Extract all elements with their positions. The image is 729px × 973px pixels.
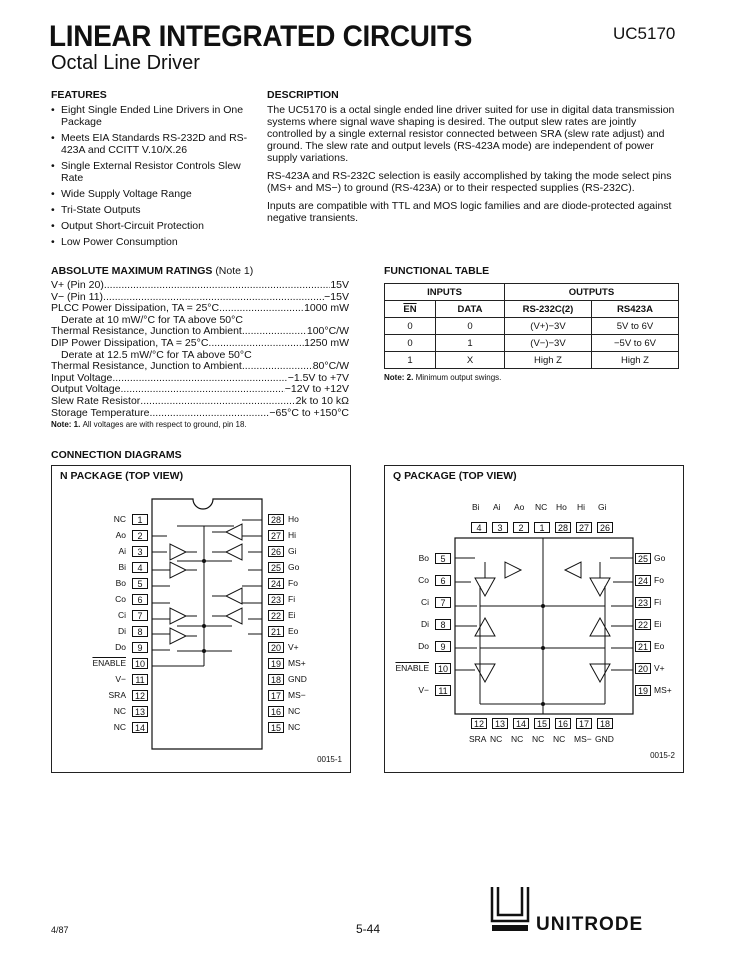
table-cell: 1 bbox=[385, 352, 436, 369]
n-package-title: N PACKAGE (TOP VIEW) bbox=[60, 470, 184, 482]
table-cell: High Z bbox=[505, 352, 592, 369]
q-pin-number: 17 bbox=[576, 718, 592, 729]
table-row bbox=[385, 352, 679, 369]
table-cell: 0 bbox=[385, 335, 436, 352]
n-pin-label: ENABLE bbox=[92, 658, 126, 668]
n-pin-number: 26 bbox=[268, 546, 284, 557]
page-subtitle: Octal Line Driver bbox=[51, 52, 200, 74]
rating-label: DIP Power Dissipation, TA = 25°C bbox=[51, 336, 209, 349]
description-paragraph: Inputs are compatible with TTL and MOS logic families and are diode-protected against negative transients. bbox=[267, 200, 672, 224]
n-pin-label: NC bbox=[113, 514, 126, 524]
rating-row bbox=[51, 338, 349, 350]
ratings-note-label: Note: 1. bbox=[51, 420, 83, 430]
n-pin-label: Fi bbox=[288, 594, 296, 604]
ratings-heading bbox=[51, 265, 253, 277]
q-pin-number: 4 bbox=[471, 522, 487, 533]
functional-table bbox=[384, 283, 679, 369]
rating-label: Derate at 10 mW/°C for TA above 50°C bbox=[61, 313, 243, 326]
n-pin-number: 8 bbox=[132, 626, 148, 637]
q-pin-label: Bo bbox=[418, 553, 429, 563]
q-pin-number: 18 bbox=[597, 718, 613, 729]
rating-leader bbox=[208, 338, 304, 350]
ft-note-label: Note: 2. bbox=[384, 373, 414, 382]
n-pin-number: 10 bbox=[132, 658, 148, 669]
q-pin-number: 5 bbox=[435, 553, 451, 564]
q-package-title: Q PACKAGE (TOP VIEW) bbox=[393, 470, 517, 482]
n-pin-label: Ai bbox=[118, 546, 126, 556]
q-pin-number: 2 bbox=[513, 522, 529, 533]
q-pin-number: 19 bbox=[635, 685, 651, 696]
description-heading: DESCRIPTION bbox=[267, 89, 339, 101]
feature-item: • Eight Single Ended Line Drivers in One Package bbox=[51, 104, 261, 128]
q-pin-number: 24 bbox=[635, 575, 651, 586]
q-pin-number: 13 bbox=[492, 718, 508, 729]
q-pin-label: Ei bbox=[654, 619, 662, 629]
q-pin-label: Hi bbox=[577, 502, 586, 512]
q-pin-number: 12 bbox=[471, 718, 487, 729]
n-pin-number: 25 bbox=[268, 562, 284, 573]
ratings-list bbox=[51, 280, 349, 431]
n-pin-label: MS+ bbox=[288, 658, 306, 668]
q-pin-label: Ai bbox=[493, 502, 501, 512]
q-pin-number: 1 bbox=[534, 522, 550, 533]
n-pin-number: 2 bbox=[132, 530, 148, 541]
rating-label: PLCC Power Dissipation, TA = 25°C bbox=[51, 302, 220, 315]
feature-item: • Low Power Consumption bbox=[51, 236, 261, 248]
n-package-box bbox=[51, 465, 351, 773]
n-pin-label: GND bbox=[288, 674, 307, 684]
table-cell: 0 bbox=[385, 318, 436, 335]
q-pin-number: 6 bbox=[435, 575, 451, 586]
table-row bbox=[385, 318, 679, 335]
n-pin-number: 5 bbox=[132, 578, 148, 589]
rating-leader bbox=[112, 373, 287, 385]
q-pin-label: Go bbox=[654, 553, 666, 563]
rating-value: 15V bbox=[330, 279, 349, 291]
q-pin-number: 22 bbox=[635, 619, 651, 630]
n-pin-number: 11 bbox=[132, 674, 148, 685]
q-pin-number: 16 bbox=[555, 718, 571, 729]
n-pin-label: Do bbox=[115, 642, 126, 652]
rating-label: V+ (Pin 20) bbox=[51, 279, 104, 291]
n-pin-number: 12 bbox=[132, 690, 148, 701]
q-pin-label: V− bbox=[418, 685, 429, 695]
rating-value: −15V bbox=[324, 290, 349, 303]
n-pin-number: 19 bbox=[268, 658, 284, 669]
table-cell: (V+)−3V bbox=[505, 318, 592, 335]
description-paragraph: The UC5170 is a octal single ended line driver suited for use in digital data transmission systems where signal wave shaping is desired. The output slew rates are jointly controlled by a single external resistor connected between SRA (slew rate adjust) and ground. The slew rate and output levels (RS-423A mode) are independent of power supply variations. bbox=[267, 104, 675, 164]
q-pin-number: 23 bbox=[635, 597, 651, 608]
rating-row bbox=[51, 408, 349, 420]
q-pin-number: 15 bbox=[534, 718, 550, 729]
q-pin-label: NC bbox=[511, 734, 524, 744]
q-pin-number: 7 bbox=[435, 597, 451, 608]
q-pin-label: Ho bbox=[556, 502, 567, 512]
col-data: DATA bbox=[436, 301, 505, 318]
q-package-fig-number: 0015-2 bbox=[650, 751, 675, 760]
q-pin-label: Fo bbox=[654, 575, 664, 585]
n-pin-label: MS− bbox=[288, 690, 306, 700]
description-body bbox=[267, 104, 683, 230]
rating-label: V− (Pin 11) bbox=[51, 290, 104, 303]
rating-label: Thermal Resistance, Junction to Ambient bbox=[51, 360, 242, 373]
n-pin-label: V− bbox=[115, 674, 126, 684]
rating-value: 2k to 10 kΩ bbox=[295, 394, 349, 407]
q-pin-label: MS+ bbox=[654, 685, 672, 695]
n-pin-label: NC bbox=[288, 706, 301, 716]
n-pin-number: 16 bbox=[268, 706, 284, 717]
n-pin-number: 4 bbox=[132, 562, 148, 573]
n-pin-label: Ei bbox=[288, 610, 296, 620]
q-pin-label: SRA bbox=[469, 734, 487, 744]
rating-leader bbox=[140, 396, 295, 408]
col-en: $\overline{EN}$ bbox=[385, 301, 436, 318]
q-pin-label: Co bbox=[418, 575, 429, 585]
n-pin-label: Go bbox=[288, 562, 300, 572]
q-pin-label: Fi bbox=[654, 597, 662, 607]
q-pin-label: NC bbox=[532, 734, 545, 744]
q-pin-label: Ao bbox=[514, 502, 525, 512]
n-pin-label: Ci bbox=[117, 610, 126, 620]
table-cell: 1 bbox=[436, 335, 505, 352]
n-pin-number: 6 bbox=[132, 594, 148, 605]
n-pin-number: 27 bbox=[268, 530, 284, 541]
n-pin-number: 15 bbox=[268, 722, 284, 733]
rating-leader bbox=[242, 361, 313, 373]
n-pin-label: SRA bbox=[108, 690, 126, 700]
ft-note-text: Minimum output swings. bbox=[415, 373, 502, 382]
rating-label: Storage Temperature bbox=[51, 406, 150, 419]
rating-label: Output Voltage bbox=[51, 383, 121, 396]
features-heading: FEATURES bbox=[51, 89, 107, 101]
rating-leader bbox=[104, 280, 330, 292]
n-pin-number: 20 bbox=[268, 642, 284, 653]
n-pin-label: Ho bbox=[288, 514, 299, 524]
n-pin-label: Fo bbox=[288, 578, 298, 588]
n-pin-label: NC bbox=[113, 706, 126, 716]
n-pin-label: Bo bbox=[115, 578, 126, 588]
footer-page-number: 5-44 bbox=[356, 922, 381, 936]
q-pin-number: 21 bbox=[635, 641, 651, 652]
q-pin-number: 8 bbox=[435, 619, 451, 630]
q-pin-number: 14 bbox=[513, 718, 529, 729]
n-pin-number: 23 bbox=[268, 594, 284, 605]
rating-row bbox=[51, 361, 349, 373]
description-paragraph: RS-423A and RS-232C selection is easily accomplished by taking the mode select pins (MS+ and MS−) to ground (RS-423A) or to their respected supplies (RS-232C). bbox=[267, 170, 672, 194]
q-pin-label: V+ bbox=[654, 663, 665, 673]
part-number: UC5170 bbox=[613, 24, 676, 43]
q-pin-number: 20 bbox=[635, 663, 651, 674]
n-pin-label: Co bbox=[115, 594, 126, 604]
ratings-heading-note: (Note 1) bbox=[215, 265, 254, 277]
functional-table-heading: FUNCTIONAL TABLE bbox=[384, 265, 490, 277]
feature-item: • Single External Resistor Controls Slew Rate bbox=[51, 160, 261, 184]
n-pin-label: Hi bbox=[288, 530, 297, 540]
q-pin-label: Ci bbox=[420, 597, 429, 607]
n-pin-number: 3 bbox=[132, 546, 148, 557]
table-cell: 5V to 6V bbox=[592, 318, 679, 335]
n-pin-label: Di bbox=[117, 626, 126, 636]
n-pin-number: 1 bbox=[132, 514, 148, 525]
n-pin-label: Gi bbox=[288, 546, 297, 556]
table-cell: 0 bbox=[436, 318, 505, 335]
page-title: LINEAR INTEGRATED CIRCUITS bbox=[49, 20, 473, 53]
rating-leader bbox=[242, 326, 307, 338]
rating-value: −65°C to +150°C bbox=[269, 406, 349, 419]
rating-label: Slew Rate Resistor bbox=[51, 394, 141, 407]
unitrode-logo-icon bbox=[489, 885, 531, 933]
rating-value: 1000 mW bbox=[304, 302, 349, 315]
q-pin-label: Do bbox=[418, 641, 429, 651]
feature-item: • Tri-State Outputs bbox=[51, 204, 261, 216]
q-package-box bbox=[384, 465, 684, 773]
q-pin-number: 26 bbox=[597, 522, 613, 533]
q-pin-label: NC bbox=[553, 734, 566, 744]
rating-label: Thermal Resistance, Junction to Ambient bbox=[51, 325, 242, 338]
q-pin-number: 11 bbox=[435, 685, 451, 696]
n-pin-number: 21 bbox=[268, 626, 284, 637]
q-pin-number: 10 bbox=[435, 663, 451, 674]
q-pin-label: NC bbox=[490, 734, 503, 744]
n-pin-number: 13 bbox=[132, 706, 148, 717]
brand-wordmark: UNITRODE bbox=[536, 914, 644, 935]
n-package-fig-number: 0015-1 bbox=[317, 755, 342, 764]
rating-leader bbox=[120, 384, 284, 396]
connection-heading: CONNECTION DIAGRAMS bbox=[51, 449, 182, 461]
table-cell: (V−)−3V bbox=[505, 335, 592, 352]
col-rs423a: RS423A bbox=[592, 301, 679, 318]
n-pin-number: 18 bbox=[268, 674, 284, 685]
rating-row bbox=[51, 396, 349, 408]
q-pin-label: NC bbox=[535, 502, 548, 512]
q-pin-label: Di bbox=[420, 619, 429, 629]
n-pin-label: NC bbox=[288, 722, 301, 732]
n-pin-number: 14 bbox=[132, 722, 148, 733]
table-cell: X bbox=[436, 352, 505, 369]
ratings-note bbox=[51, 419, 349, 431]
n-pin-label: NC bbox=[113, 722, 126, 732]
col-rs232c: RS-232C(2) bbox=[505, 301, 592, 318]
n-pin-number: 28 bbox=[268, 514, 284, 525]
q-pin-label: Bi bbox=[472, 502, 480, 512]
rating-value: 80°C/W bbox=[312, 360, 349, 373]
feature-item: • Meets EIA Standards RS-232D and RS-423A and CCITT V.10/X.26 bbox=[51, 132, 261, 156]
q-pin-number: 28 bbox=[555, 522, 571, 533]
rating-label: Derate at 12.5 mW/°C for TA above 50°C bbox=[61, 348, 252, 361]
rating-leader bbox=[149, 408, 269, 420]
ratings-heading-text: ABSOLUTE MAXIMUM RATINGS bbox=[51, 265, 213, 277]
q-pin-number: 9 bbox=[435, 641, 451, 652]
n-pin-label: Bi bbox=[118, 562, 126, 572]
n-pin-label: Ao bbox=[115, 530, 126, 540]
rating-value: 100°C/W bbox=[306, 325, 349, 338]
n-pin-number: 9 bbox=[132, 642, 148, 653]
n-pin-number: 24 bbox=[268, 578, 284, 589]
q-pin-label: Eo bbox=[654, 641, 665, 651]
q-pin-label: GND bbox=[595, 734, 614, 744]
ratings-note-text: All voltages are with respect to ground, pin 18. bbox=[82, 420, 247, 430]
inputs-group-header: INPUTS bbox=[385, 284, 505, 301]
rating-value: −12V to +12V bbox=[284, 383, 349, 396]
q-pin-label: ENABLE bbox=[395, 663, 429, 673]
feature-item: • Wide Supply Voltage Range bbox=[51, 188, 261, 200]
table-cell: High Z bbox=[592, 352, 679, 369]
n-pin-number: 7 bbox=[132, 610, 148, 621]
feature-item: • Output Short-Circuit Protection bbox=[51, 220, 261, 232]
rating-label: Input Voltage bbox=[51, 371, 113, 384]
functional-table-note bbox=[384, 373, 501, 382]
table-row bbox=[385, 335, 679, 352]
rating-row bbox=[51, 280, 349, 292]
q-pin-number: 27 bbox=[576, 522, 592, 533]
table-cell: −5V to 6V bbox=[592, 335, 679, 352]
n-package-diagram bbox=[52, 466, 350, 772]
outputs-group-header: OUTPUTS bbox=[505, 284, 679, 301]
rating-value: −1.5V to +7V bbox=[287, 371, 349, 384]
features-list bbox=[51, 104, 261, 252]
rating-value: 1250 mW bbox=[304, 336, 349, 349]
q-pin-label: Gi bbox=[598, 502, 607, 512]
q-pin-number: 25 bbox=[635, 553, 651, 564]
n-pin-label: V+ bbox=[288, 642, 299, 652]
n-pin-label: Eo bbox=[288, 626, 299, 636]
q-pin-number: 3 bbox=[492, 522, 508, 533]
n-pin-number: 22 bbox=[268, 610, 284, 621]
n-pin-number: 17 bbox=[268, 690, 284, 701]
q-pin-label: MS− bbox=[574, 734, 592, 744]
footer-date: 4/87 bbox=[51, 925, 69, 935]
